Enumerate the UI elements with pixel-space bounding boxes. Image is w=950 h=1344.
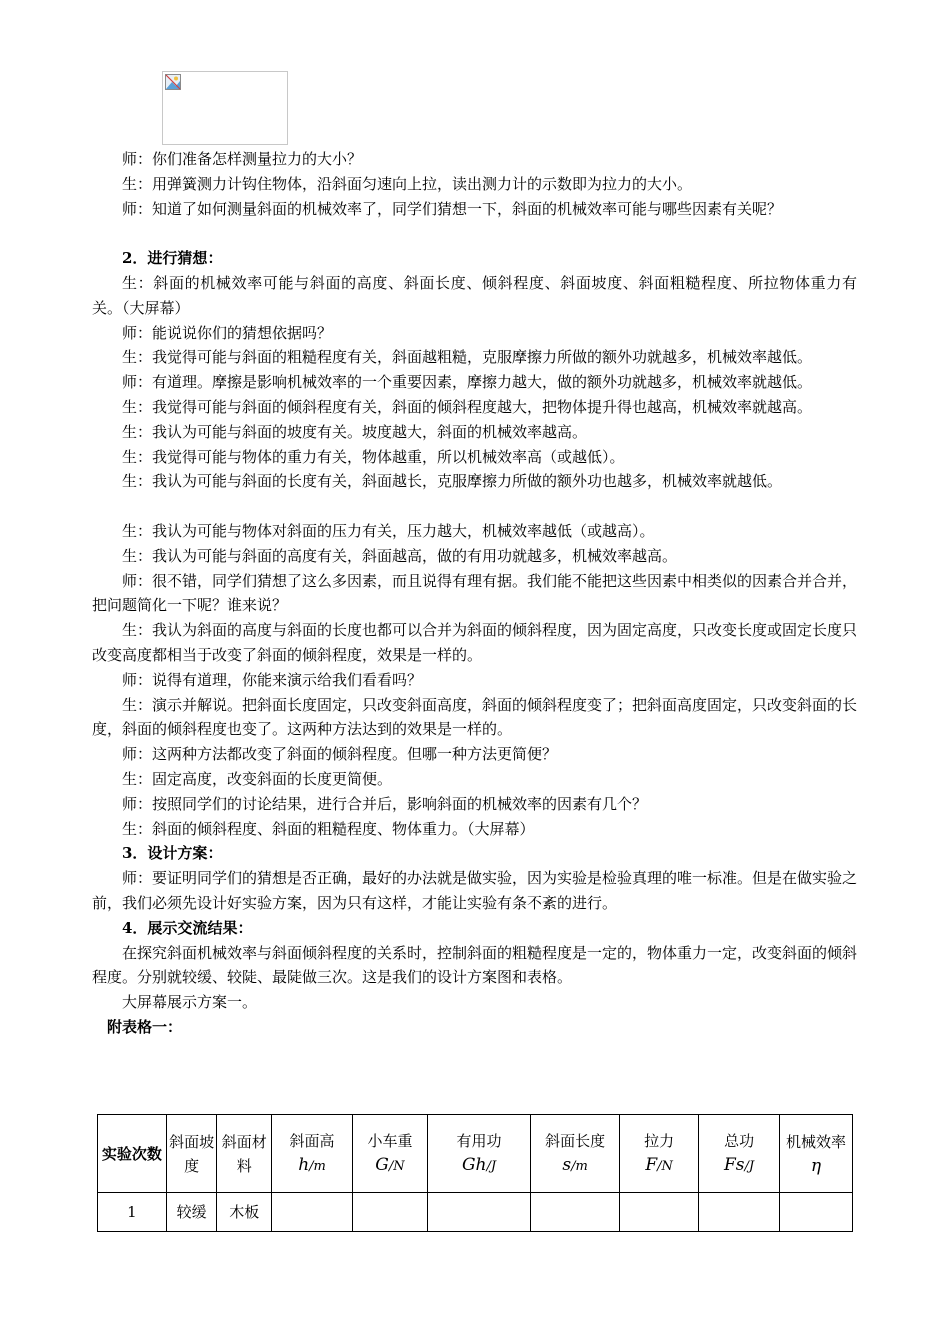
section-heading: 2．进行猜想： xyxy=(122,249,223,268)
table-title: 附表格一： xyxy=(107,1017,183,1036)
header-cell: 斜面材料 xyxy=(217,1115,272,1193)
paragraph: 生：我觉得可能与斜面的倾斜程度有关，斜面的倾斜程度越大，把物体提升得也越高，机械效率就越高。 xyxy=(122,397,813,416)
table-cell: 1 xyxy=(98,1193,167,1232)
header-cell: 实验次数 xyxy=(98,1115,167,1193)
header-cell: 斜面高 h/m xyxy=(272,1115,353,1193)
paragraph: 师：能说说你们的猜想依据吗？ xyxy=(122,323,333,342)
paragraph: 生：斜面的机械效率可能与斜面的高度、斜面长度、倾斜程度、斜面坡度、斜面粗糙程度、所拉物体重力有关。（大屏幕） xyxy=(92,273,857,317)
table-cell xyxy=(780,1193,853,1232)
paragraph: 师：要证明同学们的猜想是否正确，最好的办法就是做实验，因为实验是检验真理的唯一标准。但是在做实验之前，我们必须先设计好实验方案，因为只有这样，才能让实验有条不紊的进行。 xyxy=(92,869,858,912)
paragraph: 生：斜面的倾斜程度、斜面的粗糙程度、物体重力。（大屏幕） xyxy=(122,819,535,838)
table-row xyxy=(98,1193,853,1232)
paragraph: 在探究斜面机械效率与斜面倾斜程度的关系时，控制斜面的粗糙程度是一定的，物体重力一定，改变斜面的倾斜程度。分别就较缓、较陡、最陡做三次。这是我们的设计方案图和表格。 xyxy=(92,943,858,987)
paragraph: 生：我认为斜面的高度与斜面的长度也都可以合并为斜面的倾斜程度，因为固定高度，只改变长度或固定长度只改变高度都相当于改变了斜面的倾斜程度，效果是一样的。 xyxy=(92,621,858,664)
section-heading: 4．展示交流结果： xyxy=(122,918,253,937)
paragraph: 师：知道了如何测量斜面的机械效率了，同学们猜想一下，斜面的机械效率可能与哪些因素有关呢？ xyxy=(122,199,783,218)
paragraph: 生：我认为可能与斜面的高度有关，斜面越高，做的有用功就越多，机械效率越高。 xyxy=(122,546,678,565)
header-cell: 斜面坡度 xyxy=(166,1115,217,1193)
paragraph: 师：很不错，同学们猜想了这么多因素，而且说得有理有据。我们能不能把这些因素中相类似的因素合并合并，把问题简化一下呢？谁来说？ xyxy=(92,571,858,615)
table-cell xyxy=(353,1193,428,1232)
header-cell: 斜面长度 s/m xyxy=(531,1115,620,1193)
paragraph: 生：演示并解说。把斜面长度固定，只改变斜面高度，斜面的倾斜程度变了；把斜面高度固定，只改变斜面的长度，斜面的倾斜程度也变了。这两种方法达到的效果是一样的。 xyxy=(92,695,858,739)
paragraph: 生：用弹簧测力计钩住物体，沿斜面匀速向上拉，读出测力计的示数即为拉力的大小。 xyxy=(122,174,693,193)
image-placeholder xyxy=(162,71,288,145)
table-cell xyxy=(699,1193,780,1232)
paragraph: 生：我认为可能与斜面的坡度有关。坡度越大，斜面的机械效率越高。 xyxy=(122,422,588,441)
table-header-row xyxy=(98,1115,853,1193)
paragraph: 师：你们准备怎样测量拉力的大小？ xyxy=(122,150,363,168)
table-cell xyxy=(427,1193,530,1232)
broken-image-icon xyxy=(165,74,181,90)
header-cell: 机械效率η xyxy=(780,1115,853,1193)
paragraph: 生：我觉得可能与物体的重力有关，物体越重，所以机械效率高（或越低）。 xyxy=(122,447,625,466)
data-table xyxy=(97,1114,853,1232)
header-cell: 总功 Fs/J xyxy=(699,1115,780,1193)
table-cell: 木板 xyxy=(217,1193,272,1232)
paragraph: 师：按照同学们的讨论结果，进行合并后，影响斜面的机械效率的因素有几个？ xyxy=(122,794,648,813)
header-cell: 拉力 F/N xyxy=(620,1115,699,1193)
paragraph: 师：有道理。摩擦是影响机械效率的一个重要因素，摩擦力越大，做的额外功就越多，机械效率就越低。 xyxy=(122,373,813,392)
header-cell: 小车重 G/N xyxy=(353,1115,428,1193)
table-cell xyxy=(272,1193,353,1232)
table-cell xyxy=(620,1193,699,1232)
section-heading: 3．设计方案： xyxy=(122,844,223,863)
paragraph: 师：这两种方法都改变了斜面的倾斜程度。但哪一种方法更简便？ xyxy=(122,745,558,764)
document-body xyxy=(92,147,857,1040)
paragraph: 生：我认为可能与斜面的长度有关，斜面越长，克服摩擦力所做的额外功也越多，机械效率就越低。 xyxy=(122,472,783,491)
table-cell: 较缓 xyxy=(166,1193,217,1232)
paragraph: 大屏幕展示方案一。 xyxy=(122,993,258,1012)
paragraph: 生：我觉得可能与斜面的粗糙程度有关，斜面越粗糙，克服摩擦力所做的额外功就越多，机械效率越低。 xyxy=(122,348,813,367)
paragraph: 师：说得有道理，你能来演示给我们看看吗？ xyxy=(122,670,423,689)
paragraph: 生：我认为可能与物体对斜面的压力有关，压力越大，机械效率越低（或越高）。 xyxy=(122,521,655,540)
header-cell: 有用功 Gh/J xyxy=(427,1115,530,1193)
paragraph: 生：固定高度，改变斜面的长度更简便。 xyxy=(122,769,393,788)
table-cell xyxy=(531,1193,620,1232)
